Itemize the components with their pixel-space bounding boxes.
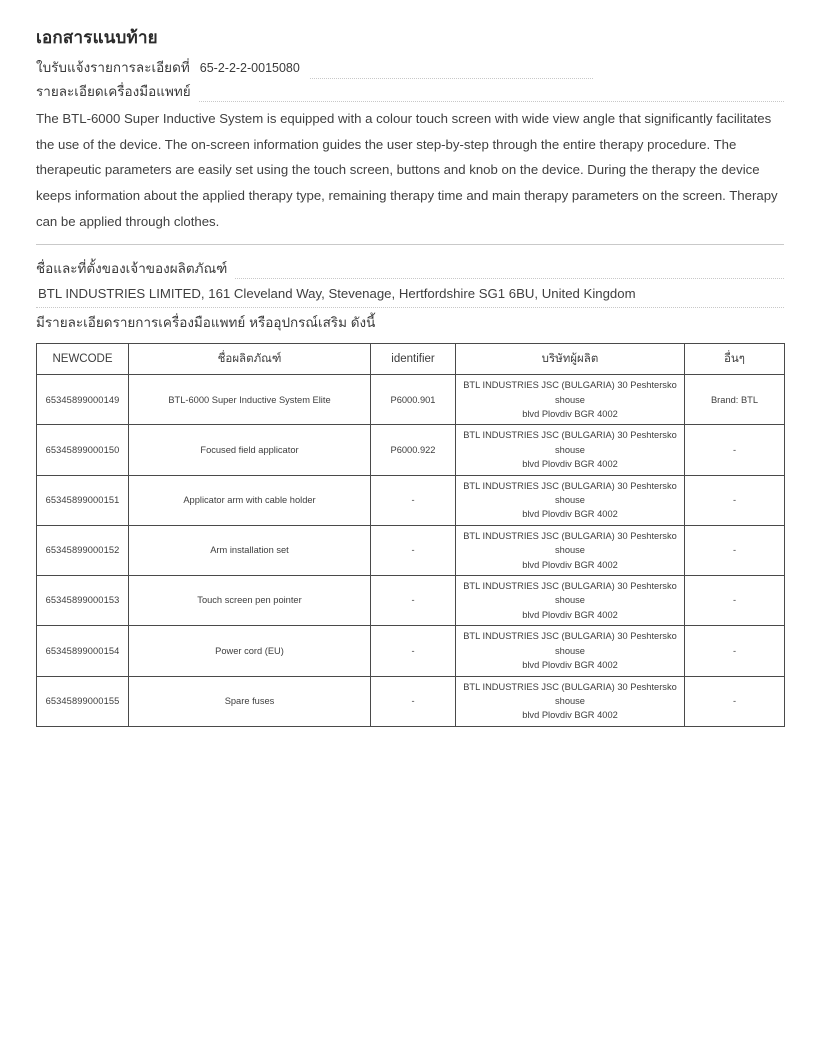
cell-maker-line2: blvd Plovdiv BGR 4002 bbox=[522, 459, 618, 470]
cell-maker bbox=[456, 576, 685, 626]
table-row bbox=[37, 475, 785, 525]
column-header-newcode: NEWCODE bbox=[37, 344, 129, 375]
reference-number-row bbox=[36, 58, 784, 78]
table-row bbox=[37, 425, 785, 475]
cell-product: Arm installation set bbox=[129, 525, 371, 575]
cell-maker-line1: BTL INDUSTRIES JSC (BULGARIA) 30 Peshtersko shouse bbox=[463, 430, 677, 455]
cell-other: - bbox=[685, 676, 785, 726]
cell-other: - bbox=[685, 525, 785, 575]
table-row bbox=[37, 525, 785, 575]
column-header-product: ชื่อผลิตภัณฑ์ bbox=[129, 344, 371, 375]
column-header-identifier: identifier bbox=[371, 344, 456, 375]
table-header bbox=[37, 344, 785, 375]
reference-number-label: ใบรับแจ้งรายการละเอียดที่ bbox=[36, 60, 190, 76]
cell-identifier: - bbox=[371, 626, 456, 676]
table-body bbox=[37, 375, 785, 727]
owner-label-dotted-rule bbox=[235, 264, 784, 279]
cell-product: Applicator arm with cable holder bbox=[129, 475, 371, 525]
cell-identifier: - bbox=[371, 475, 456, 525]
cell-product: BTL-6000 Super Inductive System Elite bbox=[129, 375, 371, 425]
cell-maker bbox=[456, 475, 685, 525]
cell-maker-line1: BTL INDUSTRIES JSC (BULGARIA) 30 Peshtersko shouse bbox=[463, 480, 677, 506]
cell-maker-line2: blvd Plovdiv BGR 4002 bbox=[522, 660, 618, 671]
cell-newcode: 65345899000150 bbox=[37, 425, 129, 475]
page-title: เอกสารแนบท้าย bbox=[36, 28, 158, 47]
reference-number-value: 65-2-2-2-0015080 bbox=[199, 60, 300, 75]
cell-identifier: P6000.922 bbox=[371, 425, 456, 475]
cell-maker-line1: BTL INDUSTRIES JSC (BULGARIA) 30 Peshtersko shouse bbox=[463, 631, 677, 656]
cell-maker bbox=[456, 626, 685, 676]
cell-newcode: 65345899000151 bbox=[37, 475, 129, 525]
cell-maker-line2: blvd Plovdiv BGR 4002 bbox=[522, 710, 618, 721]
cell-product: Focused field applicator bbox=[129, 425, 371, 475]
table-row bbox=[37, 626, 785, 676]
cell-other: - bbox=[685, 626, 785, 676]
owner-label-row bbox=[36, 259, 784, 279]
cell-maker-line2: blvd Plovdiv BGR 4002 bbox=[522, 559, 618, 570]
device-detail-row bbox=[36, 82, 784, 102]
device-detail-label: รายละเอียดเครื่องมือแพทย์ bbox=[36, 83, 191, 99]
reference-number-dotted-rule bbox=[310, 64, 593, 79]
table-row bbox=[37, 676, 785, 726]
cell-maker bbox=[456, 525, 685, 575]
table-row bbox=[37, 576, 785, 626]
cell-product: Power cord (EU) bbox=[129, 626, 371, 676]
owner-address-value: BTL INDUSTRIES LIMITED, 161 Cleveland Way, Stevenage, Hertfordshire SG1 6BU, United Kingdom bbox=[38, 285, 636, 301]
table-row bbox=[37, 375, 785, 425]
cell-maker bbox=[456, 425, 685, 475]
cell-product: Spare fuses bbox=[129, 676, 371, 726]
cell-identifier: - bbox=[371, 576, 456, 626]
cell-other: Brand: BTL bbox=[685, 375, 785, 425]
device-detail-dotted-rule bbox=[199, 87, 784, 102]
section-spacer bbox=[36, 245, 784, 259]
cell-product: Touch screen pen pointer bbox=[129, 576, 371, 626]
device-items-table bbox=[36, 343, 785, 727]
cell-maker-line1: BTL INDUSTRIES JSC (BULGARIA) 30 Peshtersko shouse bbox=[463, 581, 677, 606]
cell-other: - bbox=[685, 425, 785, 475]
cell-newcode: 65345899000154 bbox=[37, 626, 129, 676]
cell-identifier: - bbox=[371, 676, 456, 726]
cell-newcode: 65345899000153 bbox=[37, 576, 129, 626]
cell-maker-line1: BTL INDUSTRIES JSC (BULGARIA) 30 Peshtersko shouse bbox=[463, 380, 677, 405]
cell-maker bbox=[456, 375, 685, 425]
cell-maker-line1: BTL INDUSTRIES JSC (BULGARIA) 30 Peshtersko shouse bbox=[463, 681, 677, 706]
cell-other: - bbox=[685, 576, 785, 626]
cell-maker-line2: blvd Plovdiv BGR 4002 bbox=[522, 509, 618, 520]
items-intro-label: มีรายละเอียดรายการเครื่องมือแพทย์ หรืออุปกรณ์เสริม ดังนี้ bbox=[36, 314, 376, 330]
cell-other: - bbox=[685, 475, 785, 525]
column-header-other: อื่นๆ bbox=[685, 344, 785, 375]
owner-label: ชื่อและที่ตั้งของเจ้าของผลิตภัณฑ์ bbox=[36, 260, 228, 276]
cell-maker-line2: blvd Plovdiv BGR 4002 bbox=[522, 409, 618, 419]
cell-newcode: 65345899000149 bbox=[37, 375, 129, 425]
cell-identifier: P6000.901 bbox=[371, 375, 456, 425]
cell-maker bbox=[456, 676, 685, 726]
device-description-paragraph: The BTL-6000 Super Inductive System is equipped with a colour touch screen with wide view angle that significantly facilitates the use of the device. The on-screen information guides the user step-by-step through the entire therapy procedure. The therapeutic parameters are easily set using the touch screen, buttons and knob on the device. During the therapy the device keeps information about the applied therapy type, remaining therapy time and main therapy parameters on the screen. Therapy can be applied through clothes. bbox=[36, 110, 778, 229]
cell-identifier: - bbox=[371, 525, 456, 575]
table-header-row bbox=[37, 344, 785, 375]
cell-newcode: 65345899000152 bbox=[37, 525, 129, 575]
cell-maker-line2: blvd Plovdiv BGR 4002 bbox=[522, 609, 618, 620]
column-header-maker: บริษัทผู้ผลิต bbox=[456, 344, 685, 375]
cell-maker-line1: BTL INDUSTRIES JSC (BULGARIA) 30 Peshtersko shouse bbox=[463, 530, 677, 556]
cell-newcode: 65345899000155 bbox=[37, 676, 129, 726]
document-content bbox=[36, 28, 784, 727]
